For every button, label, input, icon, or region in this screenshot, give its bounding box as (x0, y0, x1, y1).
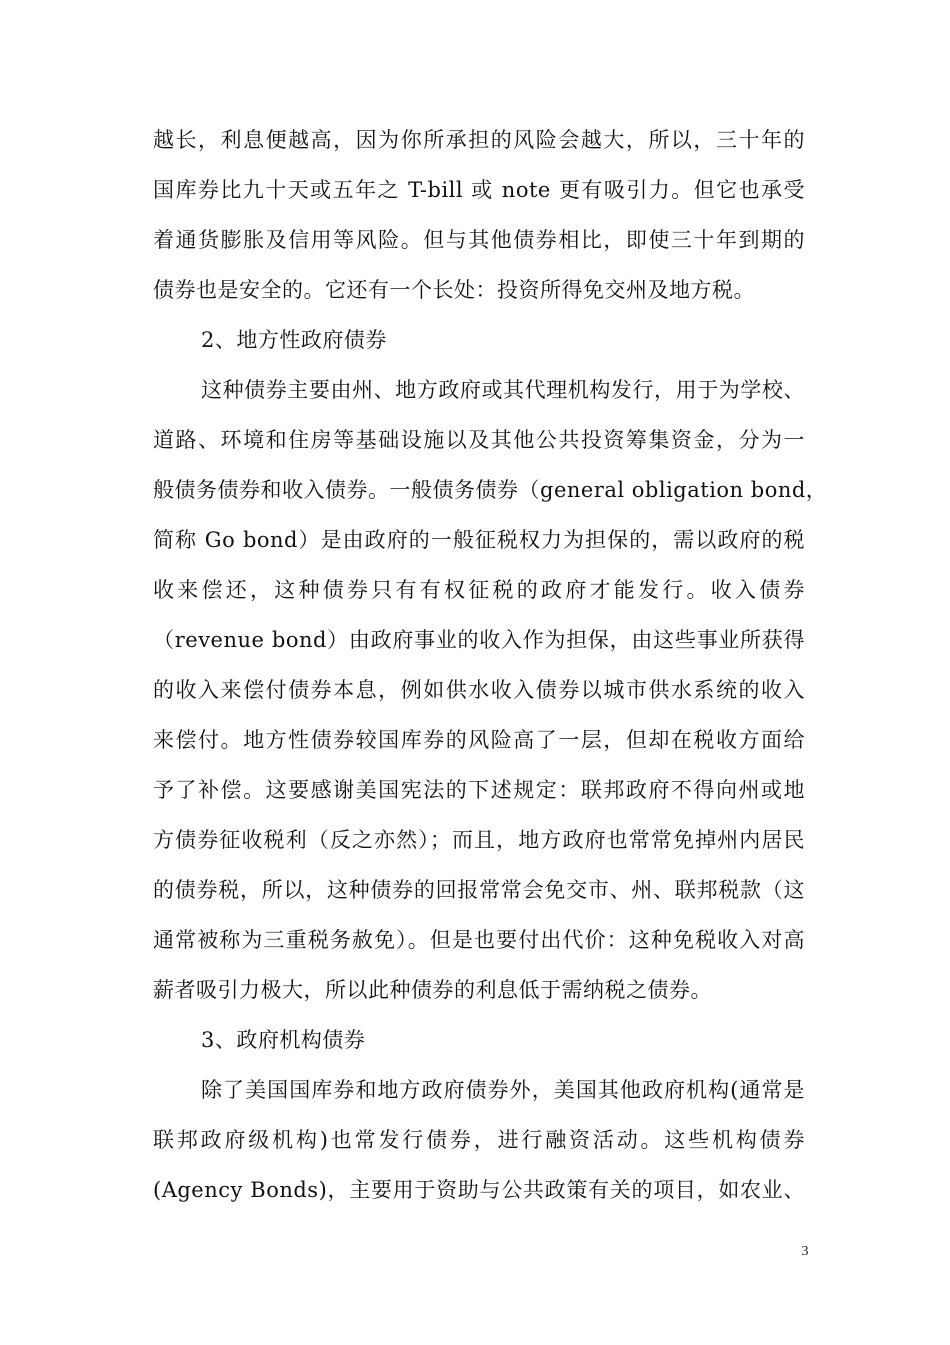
text-line: 着通货膨胀及信用等风险。但与其他债券相比，即使三十年到期的 (153, 228, 805, 252)
text-line: 除了美国国库券和地方政府债券外，美国其他政府机构(通常是 (201, 1078, 805, 1102)
text-line: 般债务债券和收入债券。一般债务债券（general obligation bond， (153, 478, 828, 502)
text-line: 方债券征收税利（反之亦然）；而且，地方政府也常常免掉州内居民 (153, 828, 805, 852)
text-line: 薪者吸引力极大，所以此种债券的利息低于需纳税之债券。 (153, 978, 712, 1002)
text-line: 来偿付。地方性债券较国库券的风险高了一层，但却在税收方面给 (153, 728, 805, 752)
text-line: 国库券比九十天或五年之 T-bill 或 note 更有吸引力。但它也承受 (153, 178, 805, 202)
section-heading-3: 3、政府机构债券 (201, 1028, 366, 1052)
text-line: 这种债券主要由州、地方政府或其代理机构发行，用于为学校、 (201, 378, 805, 402)
text-line: 的收入来偿付债券本息，例如供水收入债券以城市供水系统的收入 (153, 678, 805, 702)
text-line: 道路、环境和住房等基础设施以及其他公共投资筹集资金，分为一 (153, 428, 805, 452)
text-line: (Agency Bonds)，主要用于资助与公共政策有关的项目，如农业、 (153, 1178, 805, 1202)
text-line: 的债券税，所以，这种债券的回报常常会免交市、州、联邦税款（这 (153, 878, 805, 902)
text-line: 简称 Go bond）是由政府的一般征税权力为担保的，需以政府的税 (153, 528, 805, 552)
text-line: 联邦政府级机构)也常发行债券，进行融资活动。这些机构债券 (153, 1128, 805, 1152)
text-line: 越长，利息便越高，因为你所承担的风险会越大，所以，三十年的 (153, 128, 805, 152)
section-heading-2: 2、地方性政府债券 (201, 328, 387, 352)
text-line: 收来偿还，这种债券只有有权征税的政府才能发行。收入债券 (153, 578, 805, 602)
text-line: （revenue bond）由政府事业的收入作为担保，由这些事业所获得 (153, 628, 805, 652)
page-number: 3 (801, 1244, 809, 1259)
text-line: 通常被称为三重税务赦免）。但是也要付出代价：这种免税收入对高 (153, 928, 805, 952)
text-line: 债券也是安全的。它还有一个长处：投资所得免交州及地方税。 (153, 278, 755, 302)
text-line: 予了补偿。这要感谢美国宪法的下述规定：联邦政府不得向州或地 (153, 778, 805, 802)
